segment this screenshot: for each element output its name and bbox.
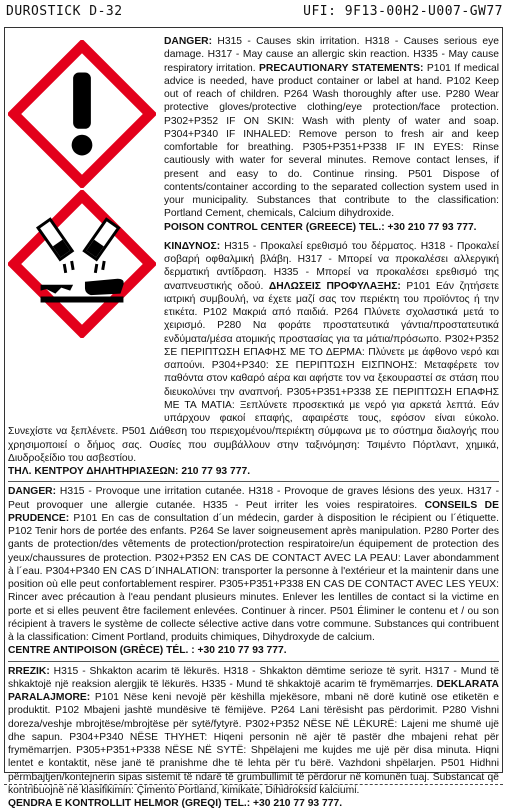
precautionary-statements: P101 Εάν ζητήσετε ιατρική συμβουλή, να έχετε μαζί σας τον περιέκτη του προϊόντος ή την ετικέτα. P102 Μακριά από παιδιά. P264 Πλύνετε σχολαστικά μετά το χειρισμό. P280 Να φοράτε προστατευτικά γάντια/προστατευτικά ενδύματα/μέσα ατομικής προστασίας για τα μάτια/πρόσωπο. P302+P352 ΣΕ ΠΕΡΙΠΤΩΣΗ ΕΠΑΦΗΣ ΜΕ ΤΟ ΔΕΡΜΑ: Πλύνετε με άφθονο νερό και σαπούνι. P304+P340: ΣΕ ΠΕΡΙΠΤΩΣΗ ΕΙΣΠΝΟΗΣ: Μεταφέρετε τον παθόντα στον καθαρό αέρα και αφήστε τον να ξεκουραστεί σε στάση που διευκολύνει την αναπνοή. P305+P351+P338 ΣΕ ΠΕΡΙΠΤΩΣΗ ΕΠΑΦΗΣ ΜΕ ΤΑ ΜΑΤΙΑ: Ξεπλύνετε προσεκτικά με νερό για αρκετά λεπτά. Εάν υπάρχουν φακοί επαφής, αφαιρέστε τους, εφόσον είναι εύκολο. Συνεχίστε να ξεπλένετε. P501 Διάθεση του περιεχομένου/περιέκτη σύμφωνα με το σύστημα διαλογής που χρησιμοποιεί ο δήμος σας. Ουσίες που συμβάλλουν στην ταξινόμηση: Τσιμέντο Πόρτλαντ, χημικά, Διυδροξείδιο του ασβεστίου. [8,281,499,464]
product-name: DUROSTICK D-32 [6,4,123,19]
albanian-section [8,665,499,810]
french-section [8,485,499,657]
poison-center: POISON CONTROL CENTER (GREECE) TEL.: +30 210 77 93 777. [164,222,477,233]
poison-center: ΤΗΛ. ΚΕΝΤΡΟΥ ΔΗΛΗΤΗΡΙΑΣΕΩΝ: 210 77 93 777. [8,466,250,477]
section-divider [8,661,499,662]
hazard-statements: H315 - Shkakton acarim të lëkurës. H318 - Shkakton dëmtime serioze të syrit. H317 - Mund të shkaktojë një reaksion alergjik të lëkurës. H335 - Mund të shkaktojë acarim të frymëmarrjes. [8,666,499,690]
precaution-label: CONSEILS DE PRUDENCE: [8,500,499,524]
section-divider [8,481,499,482]
poison-center: CENTRE ANTIPOISON (GRÈCE) TÉL. : +30 210 77 93 777. [8,645,287,656]
cut-line [4,784,503,785]
precaution-label: PRECAUTIONARY STATEMENTS: [259,63,423,74]
hazard-statements: H315 - Προκαλεί ερεθισμό του δέρματος. H318 - Προκαλεί σοβαρή οφθαλμική βλάβη. H317 - Μπορεί να προκαλέσει αλλεργική δερματική αντίδραση. H335 - Μπορεί να προκαλέσει ερεθισμό της αναπνευστικής οδού. [164,241,499,292]
precautionary-statements: P101 En cas de consultation d´un médecin, garder à disposition le récipient ou l´étiquette. P102 Tenir hors de portée des enfants. P264 Se laver soigneusement après manipulation. P280 Porter des gants de protection/des vêtements de protection/protection respiratoire/un équipement de protection des yeux/chaussures de protection. P302+P352 EN CAS DE CONTACT AVEC LA PEAU: Laver abondamment à l´eau. P304+P340 EN CAS D´INHALATION: transporter la personne à l'extérieur et la maintenir dans une position où elle peut confortablement respirer. P305+P351+P338 EN CAS DE CONTACT AVEC LES YEUX: Rincer avec précaution à l'eau pendant plusieurs minutes. Enlever les lentilles de contact si la victime en porte et si elles peuvent être facilement enlevées. Continuer à rincer. P501 Éliminer le contenu et / ou son récipient à travers le système de collecte sélective active dans votre commune. Substances qui contribuent à la classification: Ciment Portland, produits chimiques, Dihydroxyde de calcium. [8,513,499,643]
pictogram-spacer [8,35,164,415]
danger-label: DANGER: [164,36,212,47]
danger-label: RREZIK: [8,666,50,677]
ufi-code: UFI: 9F13-00H2-U007-GW77 [303,4,503,19]
precautionary-statements: P101 If medical advice is needed, have product container or label at hand. P102 Keep out of reach of children. P264 Wash thoroughly after use. P280 Wear protective gloves/protective clothing/eye protection/face protection. P302+P352 IF ON SKIN: Wash with plenty of water and soap. P304+P340 IF INHALED: Remove person to fresh air and keep comfortable for breathing. P305+P351+P338 IF IN EYES: Rinse cautiously with water for several minutes. Remove contact lenses, if present and easy to do. Continue rinsing. P501 Dispose of contents/container according to the separated collection system used in your municipality. Substances that contribute to the classification: Portland Cement, chemicals, Calcium dihydroxide. [164,63,499,220]
precaution-label: ΔΗΛΩΣΕΙΣ ΠΡΟΦΥΛΑΞΗΣ: [269,281,401,292]
hazard-statements: H315 - Causes skin irritation. H318 - Causes serious eye damage. H317 - May cause an allergic skin reaction. H335 - May cause respiratory irritation. [164,36,499,74]
danger-label: ΚΙΝΔΥΝΟΣ: [164,241,220,252]
danger-label: DANGER: [8,486,56,497]
label-header [0,0,511,24]
precautionary-statements: P101 Nëse keni nevojë për këshilla mjekësore, mbani në dorë kutinë ose etiketën e produktit. P102 Mbajeni jashtë mundësive të fëmijëve. P264 Lani tërësisht pas përdorimit. P280 Vishni doreza/veshje mbrojtëse/mbrojtëse për sytë/fytyrë. P302+P352 NËSE NË LËKURË: Lajeni me shumë ujë dhe sapun. P304+P340 NËSE THYHET: Hiqeni personin në ajër të pastër dhe mbajeni rehat për frymëmarrjen. P305+P351+P338 NËSE NË SYTË: Shpëlajeni me kujdes me ujë për disa minuta. Hiqni lentet e kontaktit, nëse janë të pranishme dhe të lehta për t'u bërë. Vazhdoni shpëlarjen. P501 Hidhni përmbajtjen/kontejnerin sipas sistemit të ndarë të grumbullimit të përdorur në komunën tuaj. Substancat që kontribuojnë në klasifikimin: Çimento Portland, kimikate, Dihidroksid kalciumi. [8,692,499,796]
poison-center: QENDRA E KONTROLLIT HELMOR (GREQI) TEL.: +30 210 77 93 777. [8,798,342,809]
hazard-statements: H315 - Provoque une irritation cutanée. H318 - Provoque de graves lésions des yeux. H317 - Peut provoquer une allergie cutanée. H335 - Peut irriter les voies respiratoires. [8,486,499,510]
label-text [8,35,499,810]
precaution-label: DEKLARATA PARALAJMORE: [8,679,499,703]
